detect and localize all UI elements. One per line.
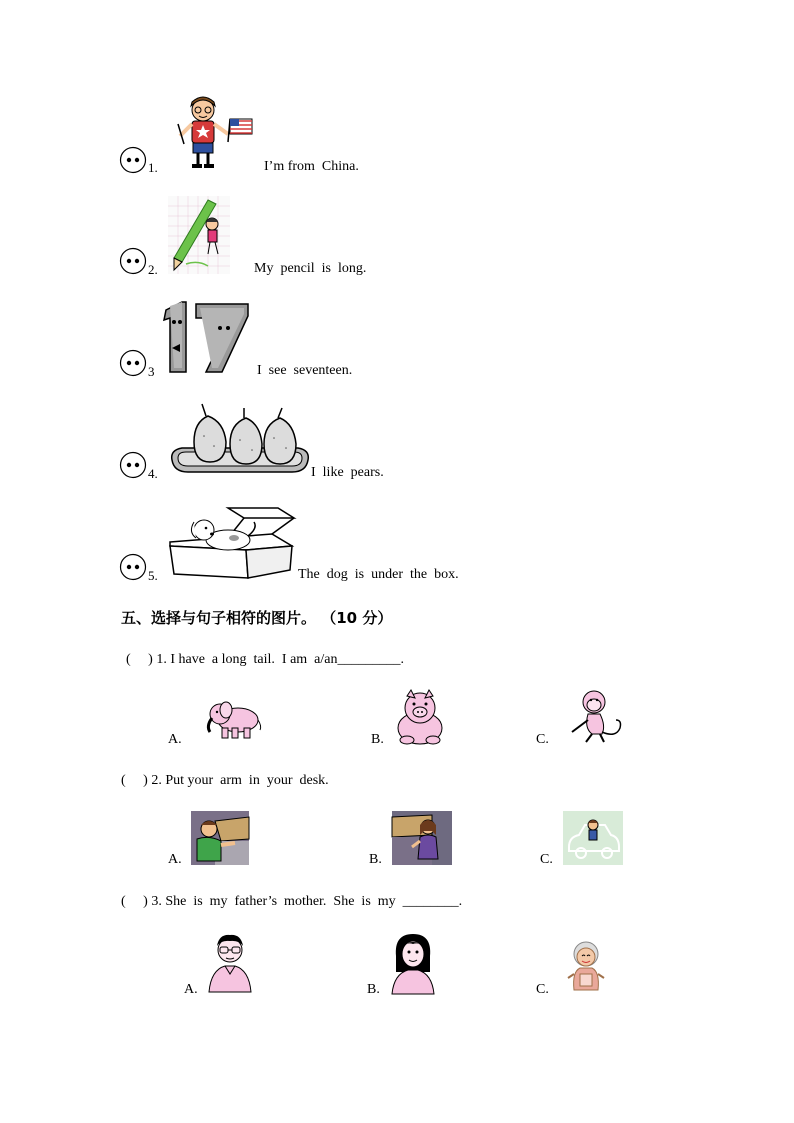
smiley-face-icon: [119, 451, 147, 479]
monkey-illustration: [566, 688, 624, 744]
pears-on-plate-illustration: [168, 402, 312, 478]
item-sentence: My pencil is long.: [254, 261, 367, 276]
section-heading: 五、选择与句子相符的图片。 （10 分）: [121, 609, 393, 627]
question-3-prompt: ( ) 3. She is my father’s mother. She is my ________.: [121, 894, 463, 909]
man-with-glasses-illustration: [205, 932, 255, 994]
option-letter[interactable]: C.: [536, 732, 549, 747]
option-letter[interactable]: A.: [168, 732, 182, 747]
item-number: 3: [148, 364, 155, 379]
girl-at-desk-illustration: [392, 811, 452, 865]
item-number: 4.: [148, 466, 158, 481]
question-1-prompt: ( ) 1. I have a long tail. I am a/an_________.: [126, 652, 404, 667]
boy-at-desk-illustration: [191, 811, 249, 865]
smiley-face-icon: [119, 349, 147, 377]
option-letter[interactable]: B.: [369, 852, 382, 867]
dog-in-box-illustration: [168, 504, 296, 580]
item-number: 2.: [148, 262, 158, 277]
boy-with-flag-illustration: [170, 94, 256, 172]
option-letter[interactable]: C.: [536, 982, 549, 997]
smiley-face-icon: [119, 247, 147, 275]
option-letter[interactable]: B.: [367, 982, 380, 997]
woman-illustration: [388, 932, 438, 994]
smiley-face-icon: [119, 146, 147, 174]
boy-in-car-illustration: [563, 811, 623, 865]
item-sentence: I like pears.: [311, 465, 384, 480]
grandmother-illustration: [566, 938, 606, 994]
question-2-prompt: ( ) 2. Put your arm in your desk.: [121, 773, 329, 788]
option-letter[interactable]: A.: [168, 852, 182, 867]
smiley-face-icon: [119, 553, 147, 581]
elephant-illustration: [204, 692, 262, 742]
option-letter[interactable]: C.: [540, 852, 553, 867]
item-sentence: I’m from China.: [264, 159, 359, 174]
item-number: 5.: [148, 568, 158, 583]
number-17-illustration: [160, 300, 250, 376]
option-letter[interactable]: A.: [184, 982, 198, 997]
pig-illustration: [393, 688, 447, 746]
girl-with-pencil-illustration: [168, 196, 230, 274]
item-number: 1.: [148, 160, 158, 175]
item-sentence: I see seventeen.: [257, 363, 353, 378]
option-letter[interactable]: B.: [371, 732, 384, 747]
item-sentence: The dog is under the box.: [298, 567, 459, 582]
